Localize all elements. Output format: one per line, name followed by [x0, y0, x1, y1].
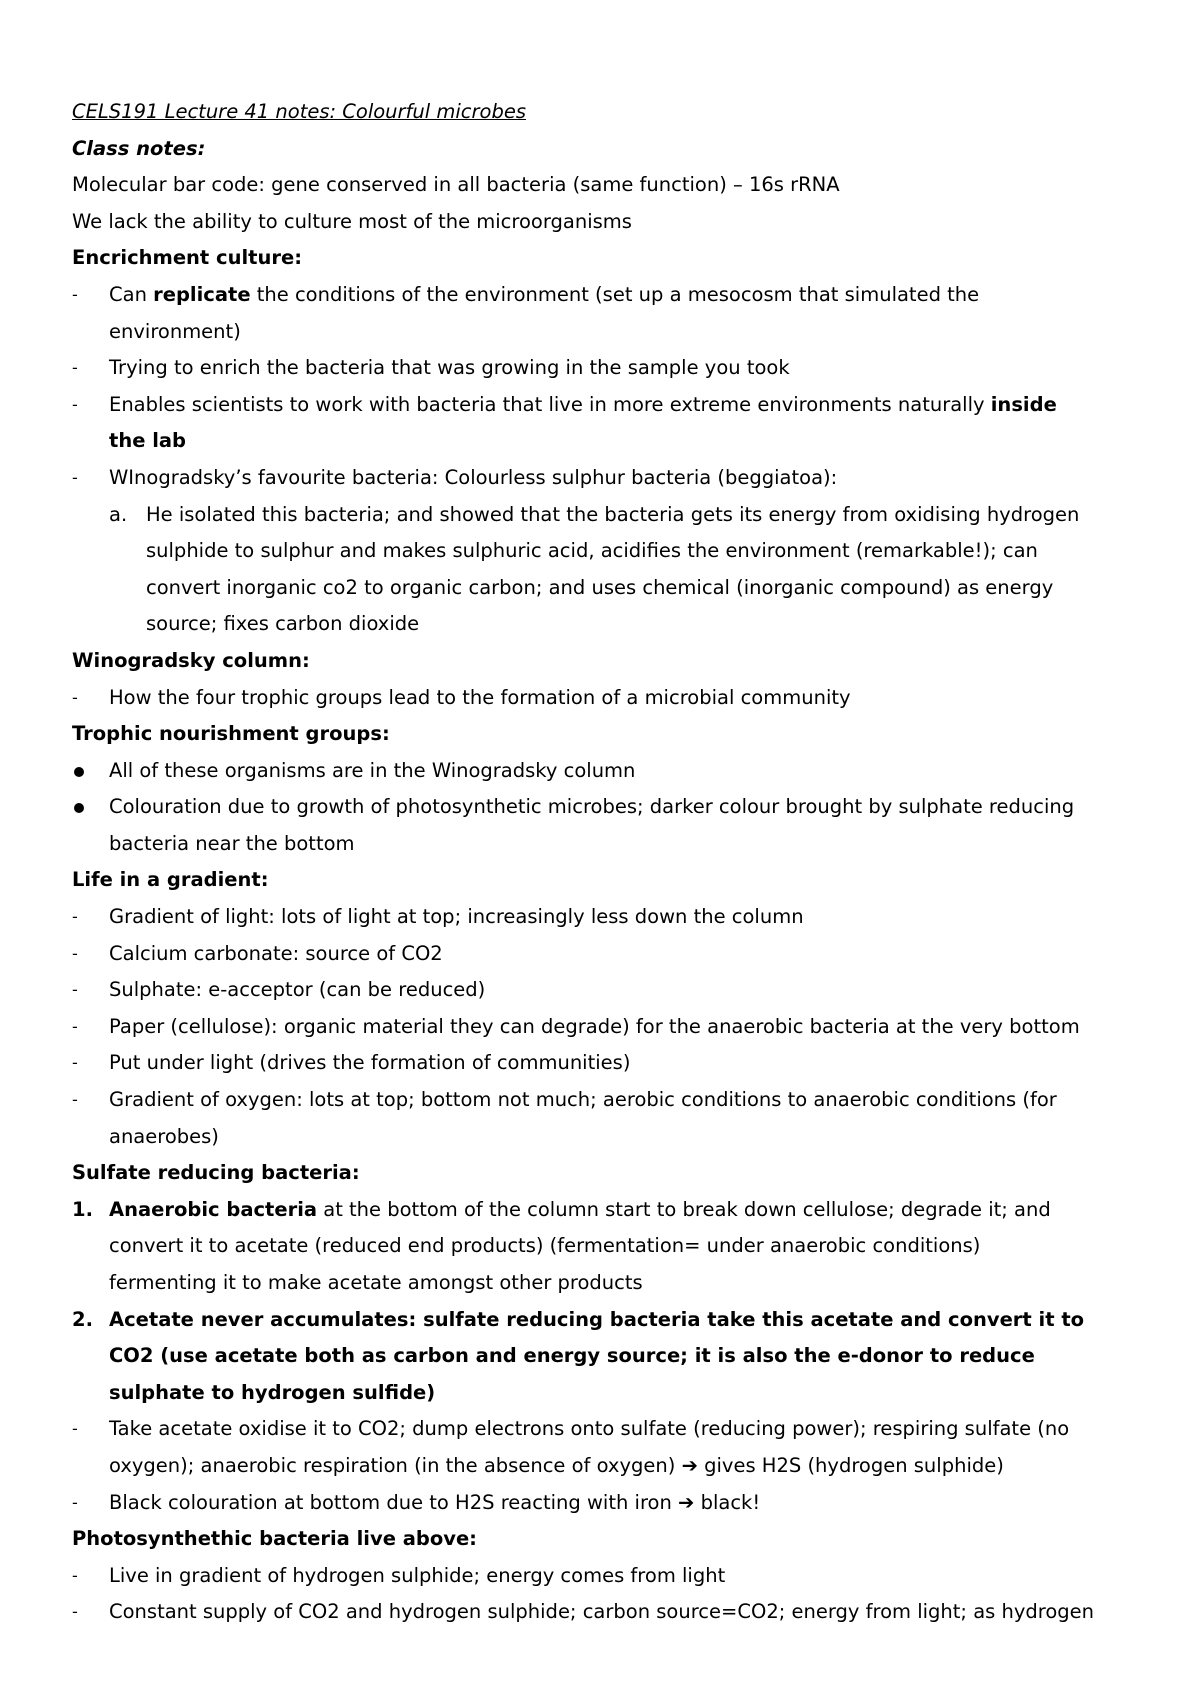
dash-marker: - [72, 980, 78, 1000]
list-item-continuation: convert it to acetate (reduced end products) (fermentation= under anaerobic conditions) [109, 1234, 981, 1258]
list-item-continuation: CO2 (use acetate both as carbon and energy source; it is also the e-donor to reduce [109, 1344, 1035, 1368]
list-item: - Enables scientists to work with bacteria that live in more extreme environments naturally inside [72, 387, 1142, 424]
winogradsky-heading: Winogradsky column: [72, 648, 310, 672]
list-item: - Constant supply of CO2 and hydrogen sulphide; carbon source=CO2; energy from light; as hydrogen [72, 1594, 1142, 1631]
dash-marker: - [72, 1090, 78, 1110]
dash-marker: - [72, 907, 78, 927]
list-item: - Can replicate the conditions of the environment (set up a mesocosm that simulated the [72, 277, 1142, 314]
enrichment-heading: Encrichment culture: [72, 246, 303, 270]
numbered-item: 1. Anaerobic bacteria at the bottom of the column start to break down cellulose; degrade it; and [72, 1192, 1142, 1229]
sub-list-item: a. He isolated this bacteria; and showed that the bacteria gets its energy from oxidising hydrogen [72, 497, 1142, 534]
dash-marker: - [72, 394, 78, 414]
number-marker: 2. [72, 1307, 93, 1331]
list-item-continuation: the lab [109, 429, 187, 453]
list-item: - Sulphate: e-acceptor (can be reduced) [72, 972, 1142, 1009]
bullet-icon [74, 767, 84, 777]
dash-marker: - [72, 943, 78, 963]
bullet-icon [74, 803, 84, 813]
sulfate-heading: Sulfate reducing bacteria: [72, 1161, 360, 1185]
letter-marker: a. [109, 502, 128, 526]
dash-marker: - [72, 1492, 78, 1512]
dash-marker: - [72, 1419, 78, 1439]
list-item: - Take acetate oxidise it to CO2; dump electrons onto sulfate (reducing power); respiring sulfate (no [72, 1411, 1142, 1448]
gradient-heading: Life in a gradient: [72, 868, 269, 892]
list-item: - Trying to enrich the bacteria that was growing in the sample you took [72, 350, 1142, 387]
dash-marker: - [72, 358, 78, 378]
list-item: - Live in gradient of hydrogen sulphide; energy comes from light [72, 1558, 1142, 1595]
dash-marker: - [72, 687, 78, 707]
document-page [72, 94, 1142, 1631]
sub-list-continuation: source; fixes carbon dioxide [146, 612, 420, 636]
list-item: - Gradient of light: lots of light at top; increasingly less down the column [72, 899, 1142, 936]
list-item-continuation: anaerobes) [109, 1124, 219, 1148]
list-item: - Calcium carbonate: source of CO2 [72, 936, 1142, 973]
list-item-continuation: bacteria near the bottom [109, 831, 355, 855]
dash-marker: - [72, 1016, 78, 1036]
list-item: - WInogradsky’s favourite bacteria: Colourless sulphur bacteria (beggiatoa): [72, 460, 1142, 497]
list-item: - Gradient of oxygen: lots at top; bottom not much; aerobic conditions to anaerobic conditions (for [72, 1082, 1142, 1119]
sub-list-continuation: convert inorganic co2 to organic carbon; and uses chemical (inorganic compound) as energy [146, 575, 1054, 599]
intro-line-2: We lack the ability to culture most of the microorganisms [72, 209, 632, 233]
list-item-continuation: oxygen); anaerobic respiration (in the absence of oxygen) ➔ gives H2S (hydrogen sulphide) [109, 1453, 1004, 1477]
trophic-heading: Trophic nourishment groups: [72, 722, 390, 746]
dash-marker: - [72, 284, 78, 304]
number-marker: 1. [72, 1197, 93, 1221]
list-item: All of these organisms are in the Winogradsky column [72, 753, 1142, 790]
arrow-right-icon: ➔ [678, 1490, 695, 1514]
list-item: Colouration due to growth of photosynthetic microbes; darker colour brought by sulphate reducing [72, 789, 1142, 826]
class-notes-heading: Class notes: [72, 136, 206, 160]
list-item: - Put under light (drives the formation of communities) [72, 1045, 1142, 1082]
list-item-continuation: environment) [109, 319, 241, 343]
arrow-right-icon: ➔ [681, 1453, 698, 1477]
intro-line-1: Molecular bar code: gene conserved in all bacteria (same function) – 16s rRNA [72, 173, 840, 197]
list-item-continuation: sulphate to hydrogen sulfide) [109, 1380, 436, 1404]
list-item: - Paper (cellulose): organic material they can degrade) for the anaerobic bacteria at the very bottom [72, 1009, 1142, 1046]
sub-list-continuation: sulphide to sulphur and makes sulphuric acid, acidifies the environment (remarkable!); can [146, 539, 1038, 563]
document-title: CELS191 Lecture 41 notes: Colourful microbes [72, 100, 526, 123]
list-item: - How the four trophic groups lead to the formation of a microbial community [72, 680, 1142, 717]
dash-marker: - [72, 1602, 78, 1622]
dash-marker: - [72, 1053, 78, 1073]
list-item-continuation: fermenting it to make acetate amongst other products [109, 1271, 643, 1294]
numbered-item: 2. Acetate never accumulates: sulfate reducing bacteria take this acetate and convert it to [72, 1302, 1142, 1339]
photosynthetic-heading: Photosynthethic bacteria live above: [72, 1527, 477, 1551]
list-item: - Black colouration at bottom due to H2S reacting with iron ➔ black! [72, 1485, 1142, 1522]
dash-marker: - [72, 1565, 78, 1585]
dash-marker: - [72, 467, 78, 487]
